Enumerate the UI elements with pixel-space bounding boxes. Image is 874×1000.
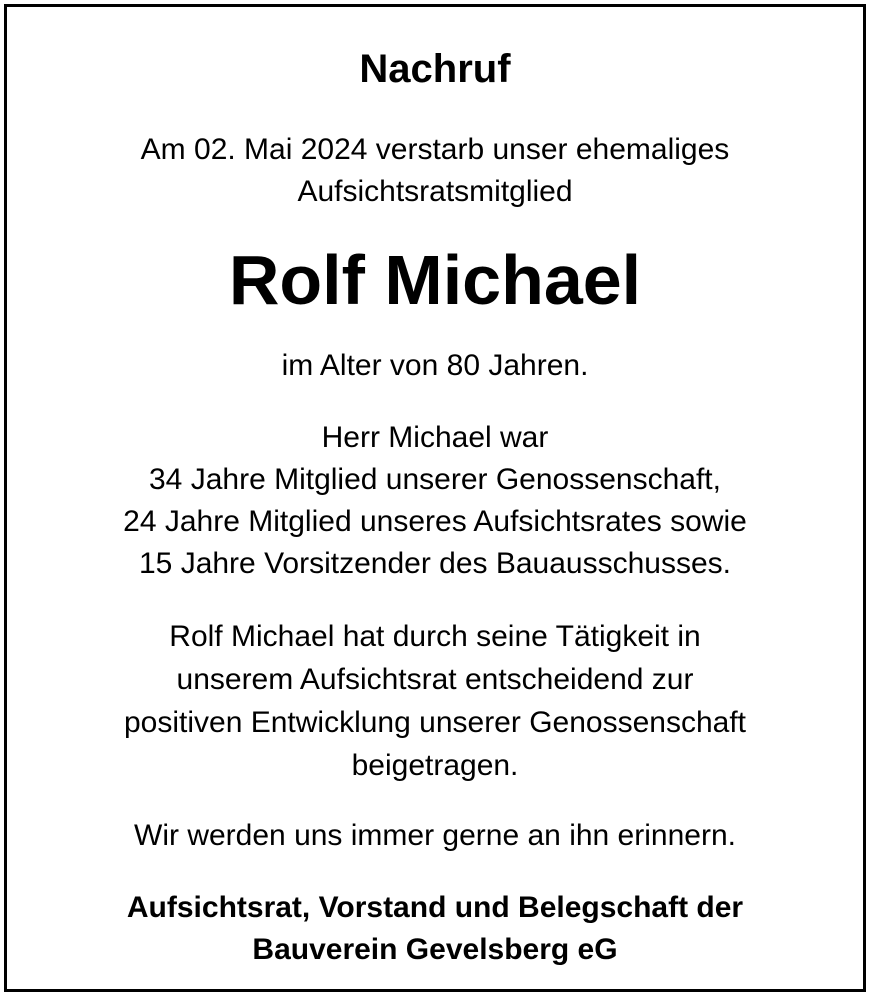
deceased-name: Rolf Michael <box>228 241 642 319</box>
signature-line: Bauverein Gevelsberg eG <box>252 933 618 966</box>
tribute-line: unserem Aufsichtsrat entscheidend zur <box>176 663 694 696</box>
intro-line: Aufsichtsratsmitglied <box>297 175 573 208</box>
tribute-line: beigetragen. <box>351 749 519 782</box>
biography-text <box>7 417 863 585</box>
closing-text: Wir werden uns immer gerne an ihn erinnern. <box>134 819 736 852</box>
biography-line: 24 Jahre Mitglied unseres Aufsichtsrates sowie <box>123 505 747 538</box>
notice-heading: Nachruf <box>359 47 511 91</box>
age-text: im Alter von 80 Jahren. <box>281 349 589 382</box>
biography-line: Herr Michael war <box>321 421 549 454</box>
intro-text <box>7 129 863 213</box>
tribute-text <box>7 615 863 787</box>
biography-line: 15 Jahre Vorsitzender des Bauausschusses. <box>138 547 732 580</box>
obituary-frame <box>4 4 866 992</box>
biography-line: 34 Jahre Mitglied unserer Genossenschaft, <box>149 463 721 496</box>
tribute-line: positiven Entwicklung unserer Genossenschaft <box>123 706 746 739</box>
intro-line: Am 02. Mai 2024 verstarb unser ehemaliges <box>140 133 730 166</box>
signature-line: Aufsichtsrat, Vorstand und Belegschaft der <box>126 891 744 924</box>
tribute-line: Rolf Michael hat durch seine Tätigkeit in <box>169 620 701 653</box>
signature-block <box>7 887 863 971</box>
